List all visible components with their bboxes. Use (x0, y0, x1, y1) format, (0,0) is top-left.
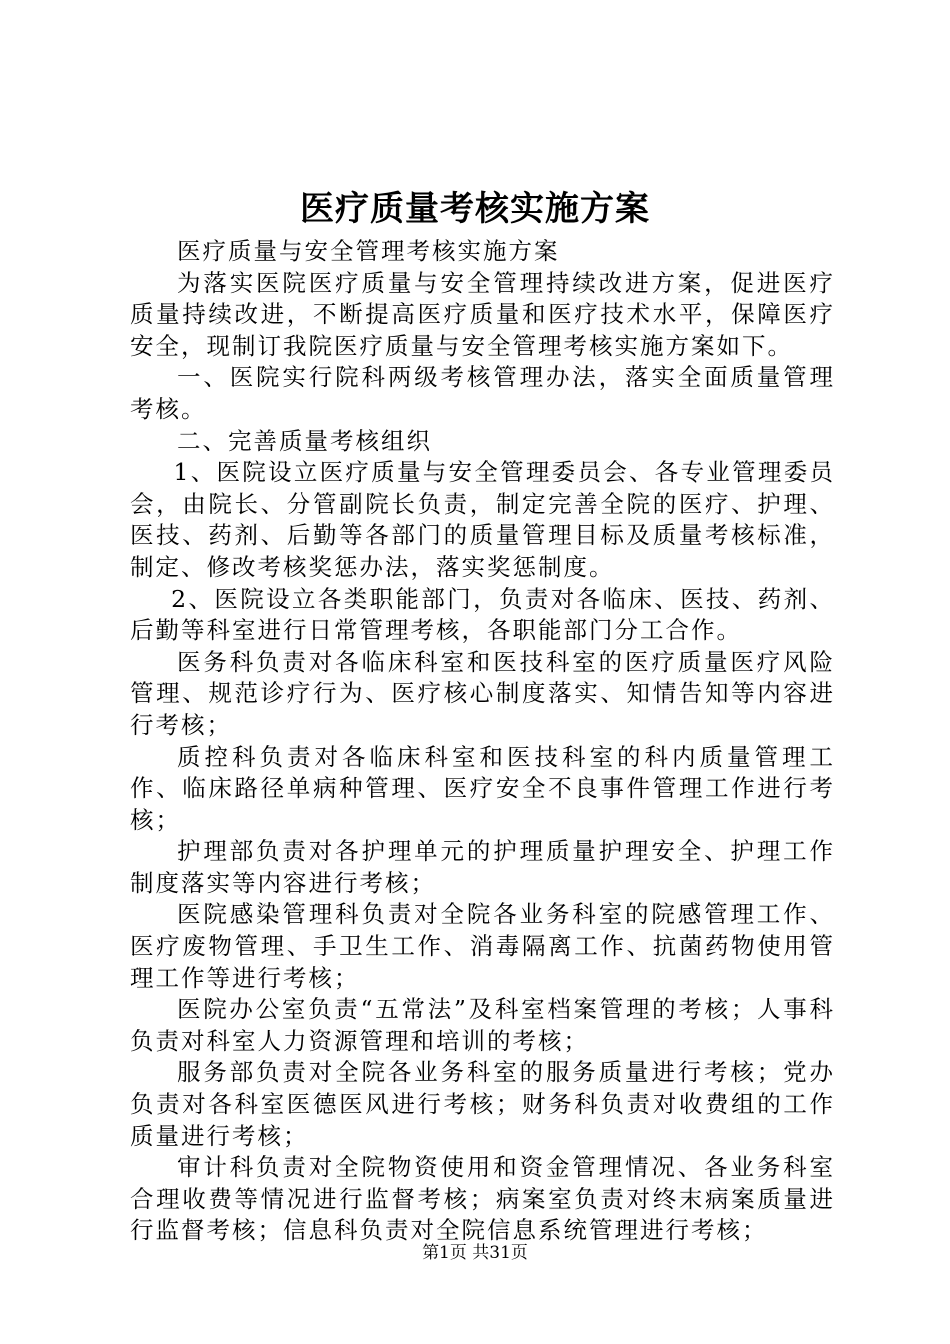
paragraph-item-2: 2、医院设立各类职能部门，负责对各临床、医技、药剂、后勤等科室进行日常管理考核，各职能部门分工合作。 (130, 584, 835, 645)
paragraph-item-1: 1、医院设立医疗质量与安全管理委员会、各专业管理委员会，由院长、分管副院长负责，制定完善全院的医疗、护理、医技、药剂、后勤等各部门的质量管理目标及质量考核标准，制定、修改考核奖惩办法，落实奖惩制度。 (130, 458, 835, 581)
paragraph-service: 服务部负责对全院各业务科室的服务质量进行考核；党办负责对各科室医德医风进行考核；财务科负责对收费组的工作质量进行考核； (130, 1058, 835, 1150)
page-number-footer: 第1页 共31页 (422, 1243, 528, 1263)
paragraph-section-1: 一、医院实行院科两级考核管理办法，落实全面质量管理考核。 (130, 363, 835, 423)
paragraph-intro: 为落实医院医疗质量与安全管理持续改进方案，促进医疗质量持续改进，不断提高医疗质量和医疗技术水平，保障医疗安全，现制订我院医疗质量与安全管理考核实施方案如下。 (130, 268, 835, 360)
paragraph-section-2: 二、完善质量考核组织 (177, 426, 432, 455)
paragraph-subtitle: 医疗质量与安全管理考核实施方案 (177, 237, 560, 265)
paragraph-medical-affairs: 医务科负责对各临床科室和医技科室的医疗质量医疗风险管理、规范诊疗行为、医疗核心制度落实、知情告知等内容进行考核； (130, 647, 835, 739)
document-body (130, 236, 835, 1247)
paragraph-nursing: 护理部负责对各护理单元的护理质量护理安全、护理工作制度落实等内容进行考核； (130, 837, 835, 897)
paragraph-office: 医院办公室负责“五常法”及科室档案管理的考核；人事科负责对科室人力资源管理和培训的考核； (130, 995, 835, 1055)
paragraph-audit: 审计科负责对全院物资使用和资金管理情况、各业务科室合理收费等情况进行监督考核；病案室负责对终末病案质量进行监督考核；信息科负责对全院信息系统管理进行考核； (130, 1153, 835, 1245)
paragraph-infection-control: 医院感染管理科负责对全院各业务科室的院感管理工作、医疗废物管理、手卫生工作、消毒隔离工作、抗菌药物使用管理工作等进行考核； (130, 900, 835, 992)
paragraph-quality-control: 质控科负责对各临床科室和医技科室的科内质量管理工作、临床路径单病种管理、医疗安全不良事件管理工作进行考核； (130, 742, 835, 834)
document-title: 医疗质量考核实施方案 (300, 189, 650, 229)
